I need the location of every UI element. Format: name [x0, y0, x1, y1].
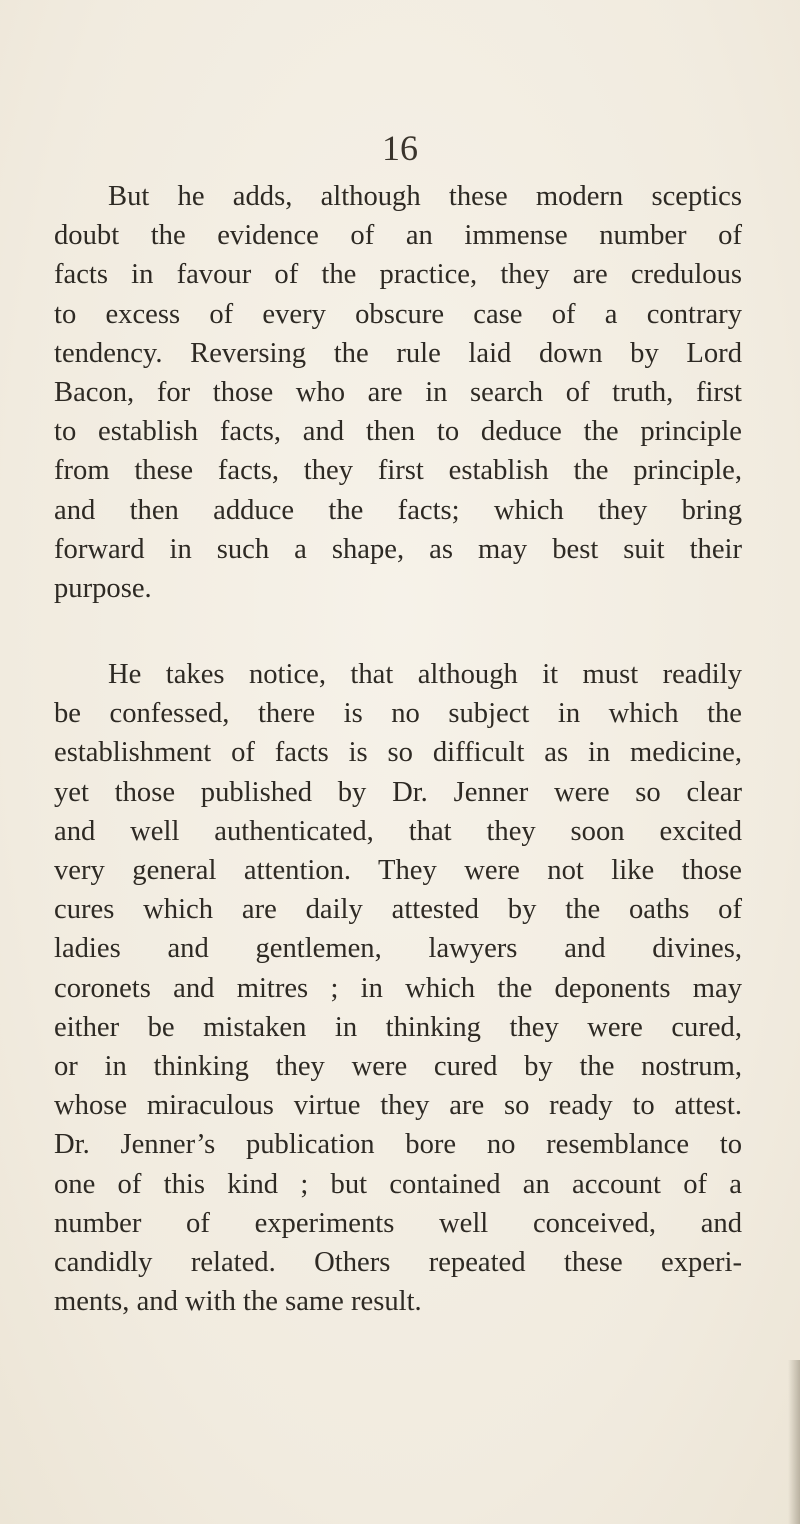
text-line: candidly related. Others repeated these experi- — [54, 1247, 742, 1279]
paragraph-1 — [54, 177, 742, 608]
text-line: to establish facts, and then to deduce the principle — [54, 416, 742, 448]
text-line: coronets and mitres ; in which the deponents may — [54, 972, 742, 1004]
text-line: from these facts, they first establish the principle, — [54, 455, 742, 487]
text-line: ladies and gentlemen, lawyers and divines, — [54, 933, 742, 965]
text-line: be confessed, there is no subject in which the — [54, 698, 742, 730]
text-line: establishment of facts is so difficult as in medicine, — [54, 737, 742, 769]
text-line: He takes notice, that although it must readily — [108, 659, 742, 690]
text-line: ments, and with the same result. — [54, 1286, 422, 1318]
page-number: 16 — [382, 128, 418, 168]
text-line: very general attention. They were not like those — [54, 855, 742, 887]
text-line: or in thinking they were cured by the nostrum, — [54, 1051, 742, 1083]
text-line: doubt the evidence of an immense number of — [54, 220, 742, 252]
text-line: cures which are daily attested by the oaths of — [54, 894, 742, 926]
paragraph-2 — [54, 655, 742, 1321]
text-line: Bacon, for those who are in search of truth, first — [54, 377, 742, 409]
page-edge-shadow — [788, 1360, 800, 1524]
text-line: purpose. — [54, 573, 152, 605]
text-line: either be mistaken in thinking they were cured, — [54, 1011, 742, 1043]
text-line: tendency. Reversing the rule laid down by Lord — [54, 337, 742, 369]
text-line: number of experiments well conceived, and — [54, 1207, 742, 1239]
text-line: yet those published by Dr. Jenner were so clear — [54, 776, 742, 808]
text-line: Dr. Jenner’s publication bore no resemblance to — [54, 1129, 742, 1161]
text-line: and well authenticated, that they soon excited — [54, 815, 742, 847]
text-line: and then adduce the facts; which they bring — [54, 494, 742, 526]
text-line: whose miraculous virtue they are so ready to attest. — [54, 1090, 742, 1122]
text-line: one of this kind ; but contained an account of a — [54, 1168, 742, 1200]
text-line: to excess of every obscure case of a contrary — [54, 298, 742, 330]
text-line: But he adds, although these modern sceptics — [108, 181, 742, 212]
text-line: forward in such a shape, as may best suit their — [54, 533, 742, 565]
text-line: facts in favour of the practice, they are credulous — [54, 259, 742, 291]
